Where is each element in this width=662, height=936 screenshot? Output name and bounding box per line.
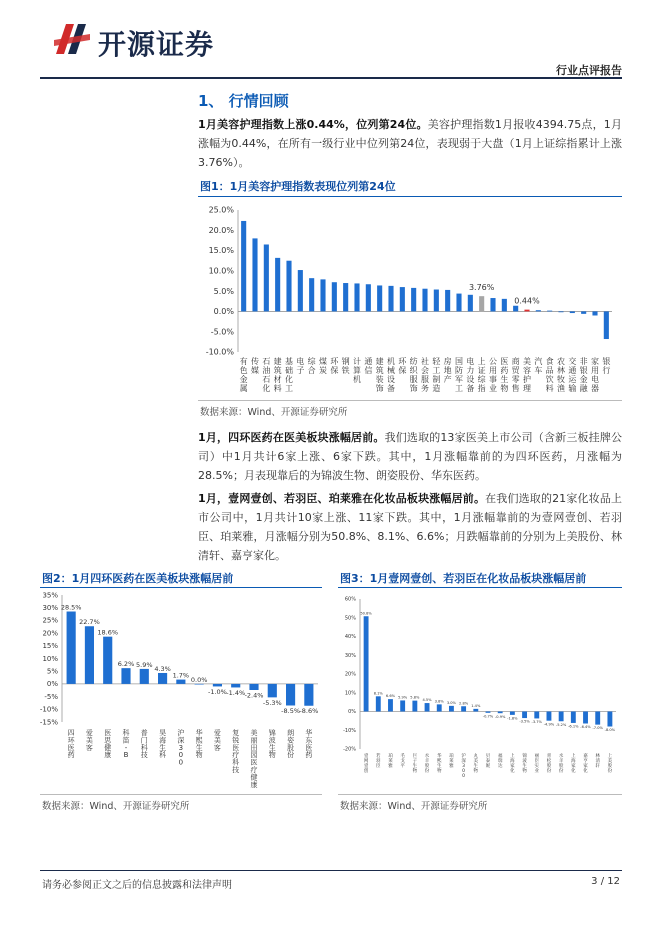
bar (304, 684, 313, 706)
data-label: 5.8% (410, 695, 420, 700)
figure-3-chart (338, 589, 622, 793)
bar (468, 295, 473, 312)
bar (376, 696, 381, 711)
bar (354, 283, 359, 311)
data-label: -0.9% (494, 714, 506, 719)
bar (473, 709, 478, 712)
bar (581, 311, 586, 313)
data-label: 18.6% (97, 628, 119, 637)
y-tick-label: 0% (348, 709, 356, 716)
category-label: 商贸零售 (511, 357, 520, 393)
y-tick-label: 30% (42, 604, 58, 613)
data-label: 1.7% (172, 671, 190, 680)
figure-2-source: 数据来源：Wind、开源证券研究所 (42, 801, 190, 812)
category-label: 水羊股份 (558, 754, 564, 774)
category-label: 水羊股份 (424, 754, 430, 774)
category-label: 汽车 (534, 357, 543, 375)
category-label: 青松股份 (546, 754, 552, 774)
bar (400, 700, 405, 711)
y-tick-label: 10% (344, 690, 356, 697)
logo-mark-icon (52, 20, 94, 60)
bar (524, 310, 529, 312)
bar (388, 286, 393, 312)
paragraph-2-text: 我们选取的13家医美上市公司（含新三板挂牌公司）中1月共计6家上涨、6家下跌。其中，1月涨幅靠前的为四环医药，月涨幅为28.5%；月表现靠后的为锦波生物、朗姿股份、华东医药。 (198, 431, 623, 482)
bar (241, 221, 246, 311)
data-label: -1.0% (207, 687, 227, 696)
data-label: 8.1% (373, 691, 383, 696)
data-label: 6.2% (117, 660, 135, 669)
category-label: 医思健康 (104, 729, 112, 760)
bar (461, 706, 466, 711)
paragraph-2 (198, 428, 622, 485)
category-label: 纺织服饰 (409, 357, 418, 393)
category-label: 华熙生物 (195, 729, 203, 760)
category-label: 煤炭 (319, 357, 327, 375)
bar (595, 712, 600, 725)
y-tick-label: 50% (344, 615, 356, 622)
bar (547, 712, 552, 721)
y-tick-label: -10% (343, 727, 356, 734)
bar (510, 712, 515, 715)
data-label: -3.5% (519, 719, 530, 724)
category-label: 珀莱雅 (388, 754, 393, 769)
category-label: 锦波生物 (522, 754, 527, 774)
category-label: 传媒 (251, 357, 259, 375)
y-tick-label: -5% (44, 692, 58, 701)
category-label: 普门科技 (140, 729, 148, 760)
category-label: 银行 (602, 357, 611, 375)
category-label: 农林牧渔 (557, 357, 565, 393)
category-label: 基础化工 (285, 357, 293, 393)
bar (252, 238, 257, 311)
bar (400, 287, 405, 311)
category-label: 上美股份 (607, 754, 613, 774)
bar (213, 684, 222, 687)
category-label: 社会服务 (421, 357, 429, 393)
bar (486, 712, 491, 713)
category-label: 房地产 (443, 357, 452, 384)
data-label: 3.0% (446, 700, 456, 705)
bar (445, 290, 450, 312)
y-tick-label: 25.0% (208, 205, 234, 215)
category-label: 珀莱雅 (449, 754, 454, 769)
category-label: 环保 (330, 357, 339, 375)
figure-1-top-rule (198, 196, 622, 197)
bar (286, 261, 291, 312)
y-tick-label: 20% (344, 671, 356, 678)
y-tick-label: 60% (344, 596, 356, 603)
data-label: -5.3% (262, 698, 282, 707)
category-label: 建筑材料 (273, 357, 282, 393)
category-label: 医药生物 (500, 357, 509, 393)
figure-2-top-rule (40, 587, 322, 588)
figure-3-title: 图3：1月壹网壹创、若羽臣在化妆品板块涨幅居前 (340, 572, 587, 585)
bar (513, 306, 518, 312)
bar (388, 699, 393, 711)
data-label: 50.8% (360, 611, 372, 616)
category-label: 国防军工 (455, 357, 463, 393)
data-label: 4.5% (422, 698, 432, 703)
bar (231, 684, 240, 688)
header-divider (40, 77, 622, 79)
bar (121, 668, 130, 684)
company-logo (52, 20, 252, 60)
bar (366, 284, 371, 311)
paragraph-1 (198, 115, 622, 172)
page-number: 3 / 12 (591, 876, 620, 887)
data-label: -5.2% (555, 722, 567, 727)
bar (559, 712, 564, 722)
y-tick-label: 25% (42, 616, 58, 625)
y-tick-label: 20.0% (208, 225, 234, 235)
y-tick-label: 10.0% (208, 266, 234, 276)
bar (320, 279, 325, 311)
category-label: 家用电器 (591, 357, 599, 393)
bar (377, 285, 382, 311)
y-tick-label: 15.0% (208, 246, 234, 256)
data-label: -2.4% (244, 691, 264, 700)
category-label: 建筑装饰 (375, 357, 384, 393)
data-label: 28.5% (60, 603, 82, 612)
bar (479, 296, 484, 311)
data-label: -3.7% (531, 720, 542, 725)
bar (298, 270, 303, 311)
data-label: -6.1% (568, 724, 579, 729)
bar (412, 701, 417, 712)
category-label: 毛戈平 (400, 754, 405, 769)
category-label: 若羽臣 (376, 754, 381, 769)
y-tick-label: 40% (344, 634, 356, 641)
category-label: 上海家化 (571, 754, 576, 774)
y-tick-label: 20% (42, 629, 58, 638)
bar (456, 294, 461, 312)
y-tick-label: -10.0% (205, 347, 234, 357)
bar (103, 637, 112, 684)
figure-2-title: 图2：1月四环医药在医美板块涨幅居前 (42, 572, 234, 585)
category-label: 福瑞达 (497, 754, 503, 769)
paragraph-2-lead: 1月，四环医药在医美板块涨幅居前。 (198, 431, 385, 444)
data-label: -8.6% (299, 707, 319, 716)
y-tick-label: 0% (46, 680, 58, 689)
figure-1-title: 图1：1月美容护理指数表现位列第24位 (200, 180, 396, 193)
category-label: 壹网壹创 (363, 754, 369, 774)
data-label: -8.0% (604, 728, 616, 733)
category-label: 公用事业 (489, 357, 497, 393)
bar (268, 684, 277, 697)
category-label: 丸美生物 (473, 754, 479, 774)
bar (332, 282, 337, 311)
bar (607, 712, 612, 727)
bar (592, 311, 597, 315)
category-label: 美丽田园医疗健康 (250, 729, 258, 789)
y-tick-label: 0.0% (213, 307, 234, 317)
category-label: 复锐医疗科技 (232, 729, 240, 774)
category-label: 沪深 3 0 0 (461, 754, 466, 779)
category-label: 沪深 3 0 0 (177, 729, 185, 767)
bar (309, 278, 314, 311)
category-label: 通信 (364, 357, 373, 375)
category-label: 巨子生物 (412, 754, 418, 774)
category-label: 科笛-B (122, 729, 130, 760)
figure-1-chart (198, 198, 622, 398)
paragraph-1-text: 美容护理指数1月报收4394.75点，1月涨幅为0.44%，在所有一级行业中位列第24位，表现弱于大盘（1月上证综指累计上涨3.76%）。 (198, 118, 622, 169)
bar (604, 311, 609, 339)
y-tick-label: -20% (343, 746, 356, 753)
category-label: 非银金融 (579, 357, 588, 393)
category-label: 环保 (398, 357, 407, 375)
y-tick-label: 10% (42, 654, 58, 663)
paragraph-1-lead: 1月美容护理指数上涨0.44%，位列第24位。 (198, 118, 428, 131)
bar (140, 669, 149, 684)
category-label: 石油石化 (262, 357, 271, 393)
bar (434, 290, 439, 312)
data-label: 1.4% (471, 703, 481, 708)
data-label: 2.8% (459, 701, 469, 706)
y-tick-label: -5.0% (210, 327, 234, 337)
y-tick-label: 35% (42, 591, 58, 600)
y-tick-label: 15% (42, 642, 58, 651)
data-label: 5.9% (398, 695, 408, 700)
highlight-label: 0.44% (514, 296, 540, 306)
data-label: -1.8% (507, 716, 518, 721)
category-label: 爱美客 (213, 729, 221, 752)
company-name: 开源证券 (98, 28, 215, 61)
figure-2-chart (40, 589, 322, 793)
category-label: 电力设备 (466, 357, 475, 393)
bar (286, 684, 295, 706)
category-label: 华东医药 (305, 729, 313, 760)
highlight-label: 3.76% (468, 283, 495, 293)
section-title: 1、 行情回顾 (198, 92, 289, 110)
bar (490, 298, 495, 311)
y-tick-label: -10% (39, 705, 58, 714)
category-label: 上证综指 (477, 357, 486, 393)
data-label: -7.0% (592, 726, 603, 731)
paragraph-3-lead: 1月，壹网壹创、若羽臣、珀莱雅在化妆品板块涨幅居前。 (198, 492, 486, 505)
category-label: 计算机 (353, 357, 361, 384)
bar (425, 703, 430, 711)
category-label: 锦波生物 (268, 729, 276, 760)
bar (570, 311, 575, 313)
category-label: 轻工制造 (432, 357, 441, 393)
bar (498, 712, 503, 714)
bar (264, 244, 269, 311)
bar (275, 258, 280, 312)
category-label: 四环医药 (67, 729, 75, 760)
category-label: 机械设备 (387, 357, 395, 393)
category-label: 贝泰妮 (485, 754, 491, 769)
figure-3-source: 数据来源：Wind、开源证券研究所 (340, 801, 488, 812)
report-type: 行业点评报告 (556, 64, 622, 77)
bar (195, 684, 204, 685)
bar (534, 712, 539, 719)
figure-2-bottom-rule (40, 794, 322, 795)
bar (411, 288, 416, 312)
data-label: 4.3% (154, 664, 171, 673)
category-label: 电子 (296, 357, 305, 375)
data-label: 22.7% (79, 618, 100, 627)
bar (536, 310, 541, 311)
paragraph-3 (198, 489, 622, 565)
category-label: 朗姿股份 (287, 729, 295, 760)
bar (547, 311, 552, 312)
category-label: 上海家化 (510, 754, 515, 774)
data-label: 0.0% (190, 675, 208, 684)
category-label: 钢铁 (341, 357, 350, 375)
data-label: 5.9% (136, 660, 153, 669)
bar (158, 673, 167, 684)
bar (67, 612, 76, 684)
y-tick-label: -15% (39, 718, 58, 727)
y-tick-label: 5% (46, 667, 58, 676)
data-label: 3.8% (434, 699, 444, 704)
category-label: 丽臣实业 (534, 754, 540, 774)
y-tick-label: 30% (344, 652, 356, 659)
category-label: 食品饮料 (545, 357, 554, 393)
footer-disclaimer: 请务必参阅正文之后的信息披露和法律声明 (42, 880, 232, 891)
data-label: -8.5% (281, 706, 301, 715)
bar (422, 289, 427, 312)
category-label: 有色金属 (239, 357, 248, 393)
category-label: 昊海生科 (159, 729, 167, 760)
figure-1-bottom-rule (198, 400, 622, 401)
data-label: 6.6% (385, 694, 396, 699)
data-label: -1.4% (226, 688, 246, 697)
data-label: -4.9% (543, 722, 555, 727)
figure-3-top-rule (338, 587, 622, 588)
figure-1-source: 数据来源：Wind、开源证券研究所 (200, 407, 348, 418)
bar (85, 626, 94, 684)
category-label: 林清轩 (595, 754, 600, 769)
category-label: 综合 (307, 357, 316, 375)
data-label: -0.7% (482, 714, 494, 719)
data-label: -6.4% (580, 725, 591, 730)
figure-3-bottom-rule (338, 794, 622, 795)
y-tick-label: 5.0% (213, 286, 234, 296)
bar (249, 684, 258, 690)
bar (437, 704, 442, 711)
bar (571, 712, 576, 723)
bar (449, 706, 454, 712)
bar (364, 616, 369, 711)
bar (583, 712, 588, 724)
bar (522, 712, 527, 719)
paragraph-3-text: 在我们选取的21家化妆品上市公司中，1月共计10家上涨、11家下跌。其中，1月涨幅靠前的为壹网壹创、若羽臣、珀莱雅，月涨幅分别为50.8%、8.1%、6.6%；月跌幅靠前的分别为上美股份、林清轩、嘉亨家化。 (198, 492, 623, 562)
bar (176, 680, 185, 684)
bar (558, 311, 563, 312)
footer-divider (40, 870, 622, 871)
category-label: 华熙生物 (436, 754, 442, 774)
category-label: 嘉亨家化 (583, 754, 588, 774)
category-label: 爱美客 (85, 729, 93, 752)
category-label: 交通运输 (568, 357, 577, 393)
bar (343, 283, 348, 311)
category-label: 美容护理 (523, 357, 531, 393)
bar (502, 299, 507, 312)
